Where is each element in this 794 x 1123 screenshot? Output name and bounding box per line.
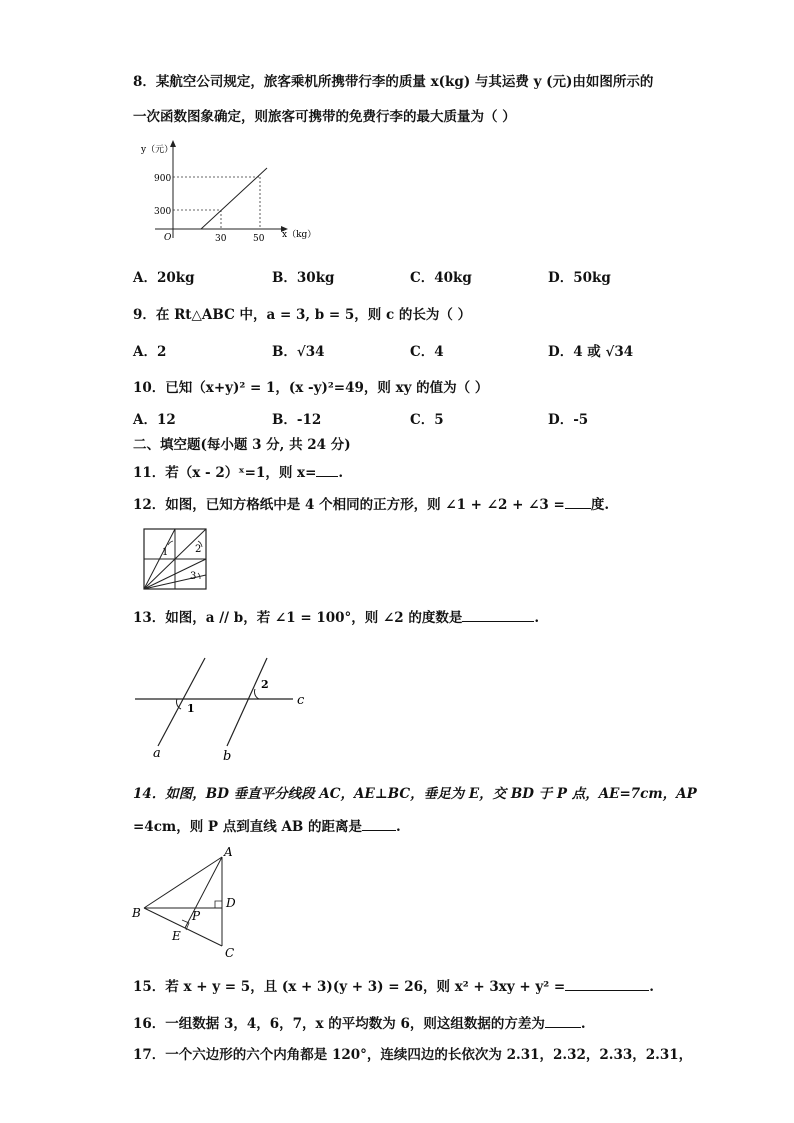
- q8-line2: 一次函数图象确定，则旅客可携带的免费行李的最大质量为（ ）: [133, 109, 516, 125]
- segment-ae: [185, 857, 222, 928]
- y-axis-label: y（元）: [141, 145, 174, 155]
- q12-answer-blank[interactable]: [565, 494, 591, 509]
- q9-option-a: A．2: [133, 344, 167, 360]
- q16-answer-blank[interactable]: [545, 1013, 581, 1028]
- point-e-label: E: [172, 929, 181, 943]
- point-a-label: A: [224, 845, 233, 859]
- q15-text: 15．若 x + y = 5，且 (x + 3)(y + 3) = 26，则 x² + 3xy + y² =: [133, 979, 566, 995]
- section-heading: 二、填空题(每小题 3 分, 共 24 分): [133, 437, 351, 453]
- q9-option-d: D．4 或 √34: [548, 344, 634, 360]
- x-tick-30: 30: [215, 234, 227, 244]
- q8-option-a: A．20kg: [133, 270, 195, 286]
- q9-text: 9．在 Rt△ABC 中，a = 3, b = 5，则 c 的长为（ ）: [133, 307, 472, 323]
- q13-text: 13．如图，a // b，若 ∠1 = 100°，则 ∠2 的度数是: [133, 610, 463, 626]
- line-a: [158, 658, 205, 746]
- q16-line: 16．一组数据 3，4，6，7，x 的平均数为 6，则这组数据的方差为 .: [133, 1013, 586, 1034]
- q10-option-a: A．12: [133, 412, 176, 428]
- point-b-label: B: [132, 906, 141, 920]
- q12-grid-figure: [140, 527, 210, 593]
- q10-option-b: B．-12: [272, 412, 322, 428]
- point-p-label: P: [192, 909, 201, 923]
- q17-text: 17．一个六边形的六个内角都是 120°，连续四边的长依次为 2.31，2.32，2.33，2.31，: [133, 1047, 693, 1063]
- segment-bc: [144, 908, 222, 946]
- y-tick-900: 900: [154, 174, 172, 184]
- x-axis-label: x（kg）: [282, 230, 317, 240]
- line-c-label: c: [297, 693, 305, 708]
- q9-option-c: C．4: [410, 344, 444, 360]
- q11-text: 11．若（x - 2）ˣ=1，则 x=: [133, 465, 317, 481]
- q8-option-d: D．50kg: [548, 270, 611, 286]
- angle-1-label: 1: [162, 547, 169, 558]
- x-tick-50: 50: [253, 234, 265, 244]
- angle-1-label: 1: [187, 702, 195, 715]
- q13-answer-blank[interactable]: [462, 607, 534, 622]
- q14-answer-blank[interactable]: [362, 816, 396, 831]
- segment-ba: [144, 857, 222, 908]
- angle-2-label: 2: [195, 544, 202, 555]
- line-b: [227, 658, 267, 746]
- q12-line: [133, 494, 609, 515]
- q8-option-c: C．40kg: [410, 270, 472, 286]
- q9-option-b: B．√34: [272, 344, 325, 360]
- point-c-label: C: [225, 946, 235, 960]
- angle-2-label: 2: [261, 678, 269, 691]
- q10-option-c: C．5: [410, 412, 444, 428]
- line-b-label: b: [223, 749, 232, 764]
- q11-line: 11．若（x - 2）ˣ=1，则 x= .: [133, 462, 343, 483]
- q16-text: 16．一组数据 3，4，6，7，x 的平均数为 6，则这组数据的方差为: [133, 1016, 545, 1032]
- q15-line: 15．若 x + y = 5，且 (x + 3)(y + 3) = 26，则 x² + 3xy + y² = .: [133, 976, 654, 997]
- line-a-label: a: [153, 746, 161, 761]
- q12-text: 12．如图，已知方格纸中是 4 个相同的正方形，则 ∠1 + ∠2 + ∠3 =: [133, 497, 565, 513]
- q15-answer-blank[interactable]: [565, 976, 649, 991]
- q8-option-b: B．30kg: [272, 270, 335, 286]
- q14-line2: =4cm，则 P 点到直线 AB 的距离是: [133, 819, 363, 835]
- q12-suffix: 度.: [590, 497, 610, 513]
- q13-parallel-lines-figure: [133, 654, 313, 766]
- q14-line2-row: =4cm，则 P 点到直线 AB 的距离是 .: [133, 816, 401, 837]
- q8-chart: [133, 138, 323, 248]
- q13-line: 13．如图，a // b，若 ∠1 = 100°，则 ∠2 的度数是 .: [133, 607, 539, 628]
- y-tick-300: 300: [154, 207, 172, 217]
- angle-3-label: 3: [190, 571, 197, 582]
- q11-answer-blank[interactable]: [316, 462, 338, 477]
- q8-line1: 8．某航空公司规定，旅客乘机所携带行李的质量 x(kg) 与其运费 y (元)由如图所示的: [133, 74, 654, 90]
- q14-triangle-figure: [130, 842, 245, 960]
- point-d-label: D: [226, 896, 236, 910]
- q10-option-d: D．-5: [548, 412, 589, 428]
- right-angle-d: [215, 901, 222, 908]
- q10-text: 10．已知（x+y)² = 1，(x -y)²=49，则 xy 的值为（ ）: [133, 380, 489, 396]
- origin-label: O: [164, 233, 172, 243]
- q14-line1: 14．如图，BD 垂直平分线段 AC，AE⊥BC，垂足为 E，交 BD 于 P 点，AE=7cm，AP: [133, 786, 697, 802]
